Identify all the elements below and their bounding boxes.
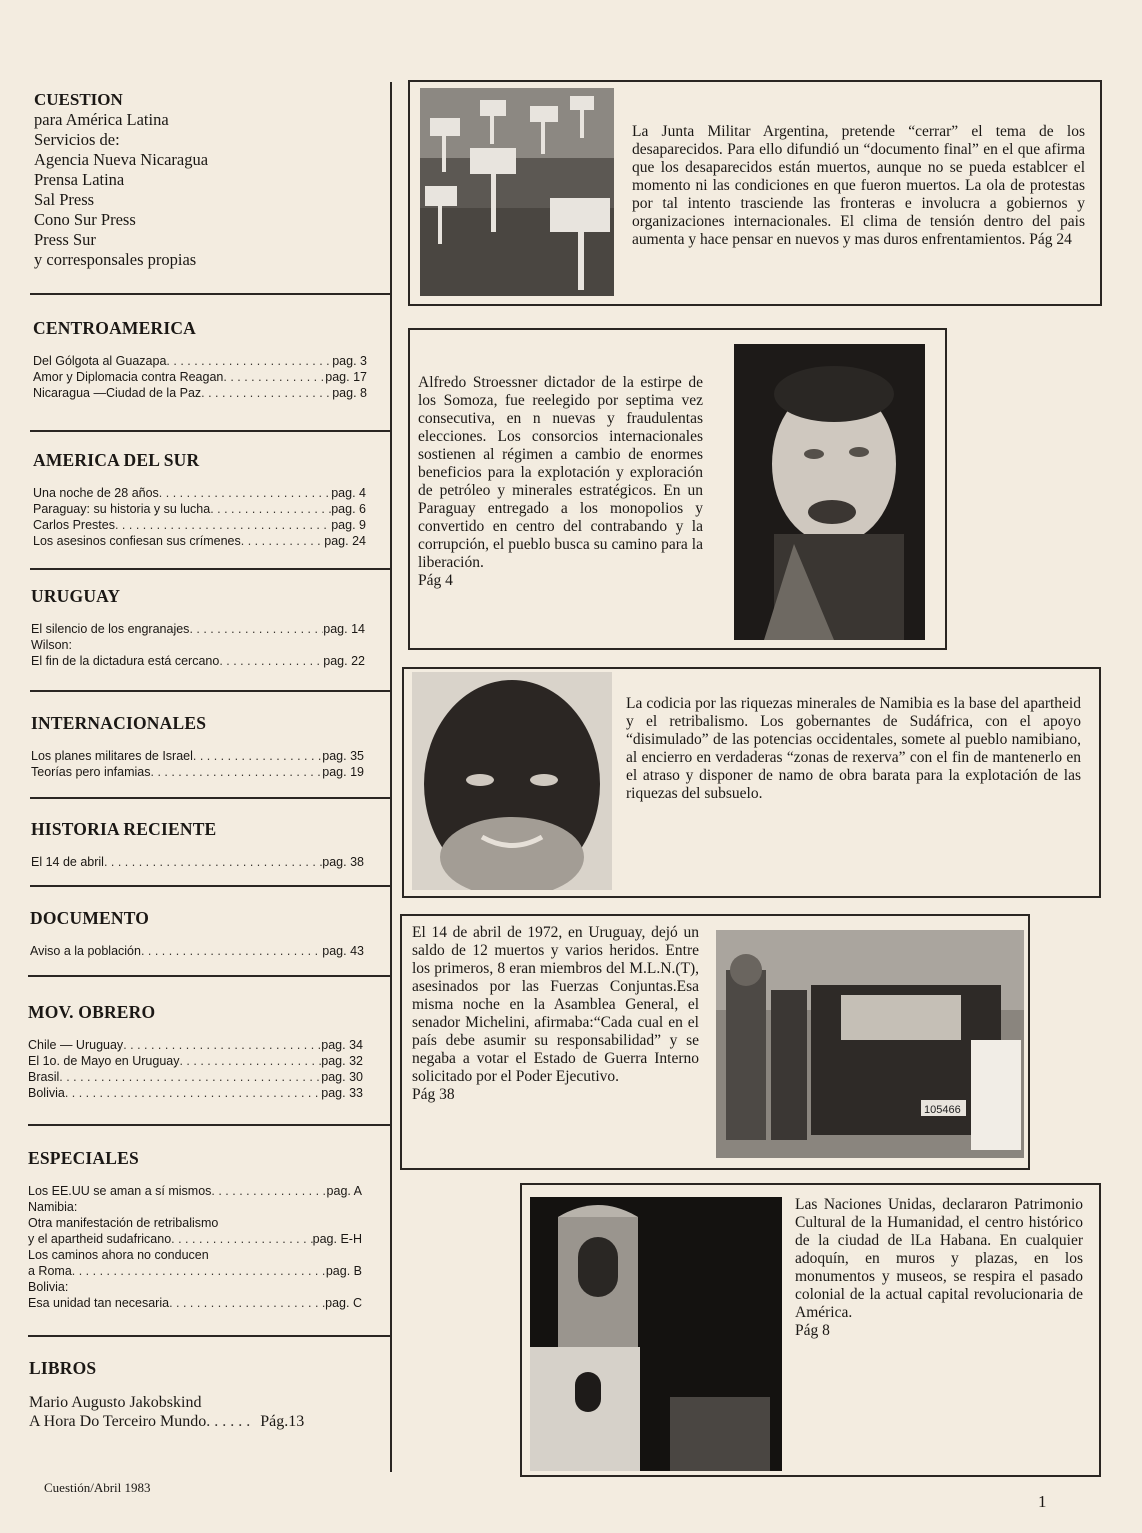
toc-entry-page: pag. 22 bbox=[323, 654, 365, 668]
toc-entry[interactable] bbox=[31, 621, 365, 637]
section-title: MOV. OBRERO bbox=[28, 1002, 156, 1022]
toc-entry-title: Chile — Uruguay bbox=[28, 1038, 124, 1052]
section-title: CENTROAMERICA bbox=[33, 318, 197, 338]
toc-entry-title: El fin de la dictadura está cercano bbox=[31, 654, 220, 668]
toc-entry[interactable] bbox=[33, 385, 367, 401]
toc-entry-title: Esa unidad tan necesaria bbox=[28, 1296, 170, 1310]
toc-entry[interactable] bbox=[31, 637, 365, 653]
article-text: El 14 de abril de 1972, en Uruguay, dejó un saldo de 12 muertos y varios heridos. Entre los primeros, 8 eran miembros del M.L.N.(T), asesinados por las Fuerzas Conjuntas.Esa misma noche en la Asamblea General, el senador Michelini, afirmaba:“Cada cual en el país debe asumir su responsabilidad” y se negaba a votar el Estado de Guerra Interno solicitado por el Poder Ejecutivo. Pág 38 bbox=[412, 924, 699, 1103]
article-text: La codicia por las riquezas minerales de Namibia es la base del apartheid y el retribalismo. Los gobernantes de Sudáfrica, con el apoyo “disimulado” de las potencias occidentales, somete al pueblo namibiano, al encierro en verdaderas “zonas de rexerva” con el fin de mantenerlo en el atraso y disponer de namo de obra barata para la explotación de las riquezas del subsuelo. bbox=[626, 695, 1081, 802]
toc-entry-page: Pág.13 bbox=[260, 1413, 305, 1430]
toc-entry[interactable] bbox=[28, 1295, 362, 1311]
toc-entry[interactable] bbox=[29, 1412, 361, 1431]
divider bbox=[28, 1124, 392, 1126]
section-internacionales bbox=[31, 713, 364, 780]
toc-entry[interactable] bbox=[33, 533, 366, 549]
divider bbox=[30, 885, 392, 887]
toc-entry-page: pag. 14 bbox=[323, 622, 365, 636]
toc-entry-title: Los caminos ahora no conducen bbox=[28, 1248, 209, 1262]
column-rule bbox=[390, 82, 392, 1472]
toc-entry[interactable] bbox=[33, 353, 367, 369]
divider bbox=[30, 430, 392, 432]
toc-entry-page: pag. 38 bbox=[322, 855, 364, 869]
toc-entry-title: Wilson: bbox=[31, 638, 72, 652]
masthead-line: Servicios de: bbox=[34, 130, 120, 149]
toc-entry[interactable] bbox=[31, 764, 364, 780]
toc-entry-title: Bolivia: bbox=[28, 1280, 69, 1294]
toc-entry-title: Los planes militares de Israel bbox=[31, 749, 193, 763]
portrait-illustration bbox=[734, 344, 925, 640]
toc-entry-title: A Hora Do Terceiro Mundo bbox=[29, 1413, 207, 1430]
tower-illustration bbox=[530, 1197, 782, 1471]
section-especiales bbox=[28, 1148, 362, 1311]
section-title: INTERNACIONALES bbox=[31, 713, 207, 733]
toc-entry-title: Namibia: bbox=[28, 1200, 78, 1214]
toc-entry-title: Nicaragua —Ciudad de la Paz bbox=[33, 386, 202, 400]
toc-entry[interactable] bbox=[33, 369, 367, 385]
toc-entry[interactable] bbox=[28, 1263, 362, 1279]
toc-entry-title: Bolivia bbox=[28, 1086, 65, 1100]
article-text: La Junta Militar Argentina, pretende “cerrar” el tema de los desaparecidos. Para ello difundió un “documento final” en el que afirma que los desaparecidos están muertos, aunque no se pueda establcer el momento ni las condiciones en que fueron muertos. La ola de protestas por tal intento trasciende las fronteras e involucra a gobiernos y organizaciones internacionales. El clima de tensión dentro del pais aumenta y hace pensar en nuevos y mas duros enfrentamientos. Pág 24 bbox=[632, 123, 1085, 248]
magazine-title: CUESTION bbox=[34, 90, 123, 109]
photo-habana-tower bbox=[530, 1197, 782, 1471]
toc-entry-page: pag. 30 bbox=[321, 1070, 363, 1084]
masthead-line: Press Sur bbox=[34, 230, 96, 249]
photo-soldiers-truck bbox=[716, 930, 1024, 1158]
toc-entry[interactable] bbox=[28, 1199, 362, 1215]
divider bbox=[30, 690, 392, 692]
toc-entry-page: pag. 17 bbox=[325, 370, 367, 384]
toc-entry[interactable] bbox=[33, 501, 366, 517]
portrait-illustration bbox=[412, 672, 612, 890]
footer-issue: Cuestión/Abril 1983 bbox=[44, 1480, 151, 1495]
toc-entry[interactable] bbox=[28, 1053, 363, 1069]
toc-entry-page: pag. 9 bbox=[331, 518, 366, 532]
masthead-line: Cono Sur Press bbox=[34, 210, 136, 229]
toc-entry[interactable] bbox=[31, 653, 365, 669]
toc-entry[interactable] bbox=[28, 1247, 362, 1263]
toc-entry[interactable] bbox=[31, 854, 364, 870]
section-title: AMERICA DEL SUR bbox=[33, 450, 200, 470]
masthead bbox=[34, 90, 354, 270]
section-mov-obrero bbox=[28, 1002, 363, 1101]
toc-entry-page: pag. 8 bbox=[332, 386, 367, 400]
toc-entry-title: El silencio de los engranajes bbox=[31, 622, 190, 636]
section-uruguay bbox=[31, 586, 365, 669]
photo-cemetery-crosses bbox=[420, 88, 614, 296]
toc-entry-page: pag. 43 bbox=[322, 944, 364, 958]
toc-entry-title: El 1o. de Mayo en Uruguay bbox=[28, 1054, 180, 1068]
toc-entry[interactable] bbox=[28, 1085, 363, 1101]
section-libros bbox=[29, 1358, 361, 1431]
article-page-ref: Pág 4 bbox=[418, 572, 453, 589]
article-page-ref: Pág 38 bbox=[412, 1086, 455, 1103]
toc-entry-page: pag. 35 bbox=[322, 749, 364, 763]
section-title: URUGUAY bbox=[31, 586, 121, 606]
toc-entry-title: Carlos Prestes bbox=[33, 518, 115, 532]
masthead-line: Prensa Latina bbox=[34, 170, 125, 189]
toc-entry-page: pag. 19 bbox=[322, 765, 364, 779]
divider bbox=[28, 1335, 392, 1337]
toc-entry-page: pag. 34 bbox=[321, 1038, 363, 1052]
license-plate: 105466 bbox=[924, 1104, 961, 1116]
toc-entry[interactable] bbox=[31, 748, 364, 764]
article-page-ref: Pág 24 bbox=[1029, 231, 1072, 248]
toc-entry-page: pag. E-H bbox=[312, 1232, 362, 1246]
toc-entry[interactable] bbox=[29, 1393, 361, 1412]
article-page-ref: Pág 8 bbox=[795, 1322, 830, 1339]
toc-entry[interactable] bbox=[28, 1231, 362, 1247]
toc-entry-page: pag. C bbox=[325, 1296, 362, 1310]
masthead-line: y corresponsales propias bbox=[34, 250, 197, 269]
toc-entry[interactable] bbox=[28, 1215, 362, 1231]
divider bbox=[28, 975, 392, 977]
toc-entry[interactable] bbox=[28, 1183, 362, 1199]
toc-entry-title: Amor y Diplomacia contra Reagan bbox=[33, 370, 224, 384]
section-title: ESPECIALES bbox=[28, 1148, 139, 1168]
photo-stroessner-portrait bbox=[734, 344, 925, 640]
toc-entry-title: Del Gólgota al Guazapa bbox=[33, 354, 167, 368]
toc-entry-page: pag. 4 bbox=[331, 486, 366, 500]
toc-entry[interactable] bbox=[33, 517, 366, 533]
street-scene-illustration bbox=[716, 930, 1024, 1158]
toc-entry-title: Teorías pero infamias bbox=[31, 765, 151, 779]
toc-entry[interactable] bbox=[30, 943, 364, 959]
divider bbox=[30, 293, 392, 295]
section-title: DOCUMENTO bbox=[30, 908, 150, 928]
toc-entry-page: pag. 33 bbox=[321, 1086, 363, 1100]
toc-entry-title: Aviso a la población bbox=[30, 944, 141, 958]
article-text: Las Naciones Unidas, declararon Patrimonio Cultural de la Humanidad, el centro histórico de la ciudad de lLa Habana. En cualquier adoquín, en muros y plazas, en los monumentos y museos, se respira el pasado colonial de la actual capital revolucionaria de América. Pág 8 bbox=[795, 1196, 1083, 1339]
toc-entry[interactable] bbox=[28, 1069, 363, 1085]
toc-entry-page: pag. 32 bbox=[321, 1054, 363, 1068]
toc-entry-page: pag. 24 bbox=[324, 534, 366, 548]
section-america-del-sur bbox=[33, 450, 366, 549]
toc-entry-title: Paraguay: su historia y su lucha bbox=[33, 502, 211, 516]
toc-entry-page: pag. 3 bbox=[332, 354, 367, 368]
toc-entry[interactable] bbox=[28, 1037, 363, 1053]
page-number: 1 bbox=[1038, 1492, 1047, 1511]
toc-entry-title: Otra manifestación de retribalismo bbox=[28, 1216, 219, 1230]
cemetery-illustration bbox=[420, 88, 614, 296]
toc-entry[interactable] bbox=[33, 485, 366, 501]
section-title: HISTORIA RECIENTE bbox=[31, 819, 217, 839]
section-centroamerica bbox=[33, 318, 367, 401]
section-documento bbox=[30, 908, 364, 959]
divider bbox=[30, 797, 392, 799]
toc-entry-title: Los EE.UU se aman a sí mismos bbox=[28, 1184, 212, 1198]
article-text: Alfredo Stroessner dictador de la estirpe de los Somoza, fue reelegido por septima vez consecutiva, en n nuevas y fraudulentas elecciones. Los consorcios internacionales sostienen al régimen a cambio de enormes beneficios para la explotación y exploración de petróleo y minerales estratégicos. En un Paraguay entregado a los monopolios y convertido en centro del contrabando y la corrupción, el pueblo busca su camino para la liberación. Pág 4 bbox=[418, 374, 703, 589]
toc-entry-title: a Roma bbox=[28, 1264, 72, 1278]
toc-entry-title: y el apartheid sudafricano bbox=[28, 1232, 172, 1246]
toc-entry[interactable] bbox=[28, 1279, 362, 1295]
toc-entry-title: Brasil bbox=[28, 1070, 60, 1084]
photo-namibia-portrait bbox=[412, 672, 612, 890]
toc-entry-page: pag. A bbox=[326, 1184, 362, 1198]
toc-entry-title: Una noche de 28 años bbox=[33, 486, 159, 500]
masthead-line: Agencia Nueva Nicaragua bbox=[34, 150, 209, 169]
toc-entry-page: pag. 6 bbox=[331, 502, 366, 516]
masthead-line: para América Latina bbox=[34, 110, 169, 129]
toc-entry-title: Los asesinos confiesan sus crímenes bbox=[33, 534, 241, 548]
toc-entry-title: El 14 de abril bbox=[31, 855, 104, 869]
section-title: LIBROS bbox=[29, 1358, 97, 1378]
masthead-line: Sal Press bbox=[34, 190, 95, 209]
divider bbox=[30, 568, 392, 570]
toc-entry-page: pag. B bbox=[325, 1264, 362, 1278]
section-historia-reciente bbox=[31, 819, 364, 870]
toc-entry-title: Mario Augusto Jakobskind bbox=[29, 1394, 202, 1411]
